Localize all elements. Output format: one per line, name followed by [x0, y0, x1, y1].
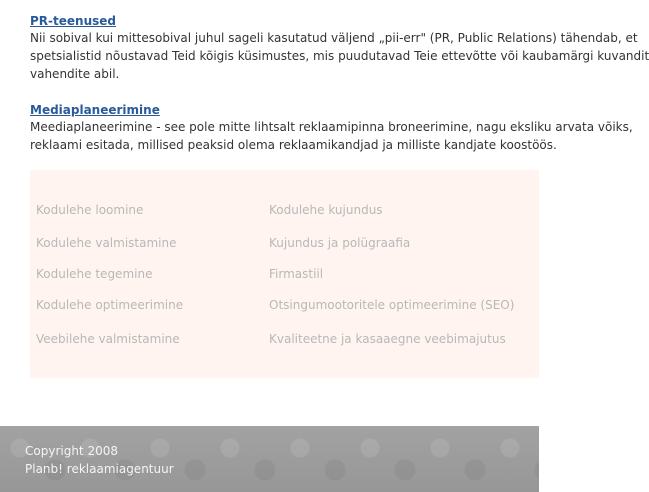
- service-link-website-design[interactable]: Kodulehe kujundus: [269, 203, 383, 217]
- service-link-web-hosting[interactable]: Kvaliteetne ja kasaaegne veebimajutus: [269, 332, 506, 346]
- footer-company-name: Planb! reklaamiagentuur: [25, 462, 174, 476]
- pr-services-text-line: spetsialistid nõustavad Teid kõigis küsimustes, mis puudutavad Teie ettevõtte või kaubamärgi kuvandit: [30, 49, 649, 63]
- service-link-webpage-production[interactable]: Veebilehe valmistamine: [36, 332, 180, 346]
- service-link-corporate-identity[interactable]: Firmastiil: [269, 267, 324, 281]
- media-planning-text-line: reklaami esitada, millised peaksid olema reklaamikandjad ja milliste kandjate koostöös.: [30, 138, 557, 152]
- service-link-website-making[interactable]: Kodulehe valmistamine: [36, 236, 177, 250]
- footer-copyright: Copyright 2008: [25, 444, 118, 458]
- media-planning-description: [30, 118, 633, 154]
- pr-services-text-line: Nii sobival kui mittesobival juhul sageli kasutatud väljend „pii-err" (PR, Public Relations) tähendab, et: [30, 31, 638, 45]
- service-link-website-creation[interactable]: Kodulehe loomine: [36, 203, 144, 217]
- service-link-website-optimization[interactable]: Kodulehe optimeerimine: [36, 298, 184, 312]
- service-link-seo[interactable]: Otsingumootoritele optimeerimine (SEO): [269, 298, 515, 312]
- services-links-panel: [30, 170, 539, 378]
- pr-services-text-line: vahendite abil.: [30, 67, 120, 81]
- media-planning-title-link[interactable]: Mediaplaneerimine: [30, 103, 160, 117]
- section-media-planning: [30, 99, 633, 154]
- service-link-design-and-printing[interactable]: Kujundus ja polügraafia: [269, 236, 411, 250]
- media-planning-text-line: Meediaplaneerimine - see pole mitte lihtsalt reklaamipinna broneerimine, nagu eksliku arvata võiks,: [30, 120, 633, 134]
- service-link-website-building[interactable]: Kodulehe tegemine: [36, 267, 153, 281]
- pr-services-description: [30, 29, 649, 83]
- page-footer: [0, 426, 539, 492]
- pr-services-title-link[interactable]: PR-teenused: [30, 14, 116, 28]
- section-pr-services: [30, 10, 649, 83]
